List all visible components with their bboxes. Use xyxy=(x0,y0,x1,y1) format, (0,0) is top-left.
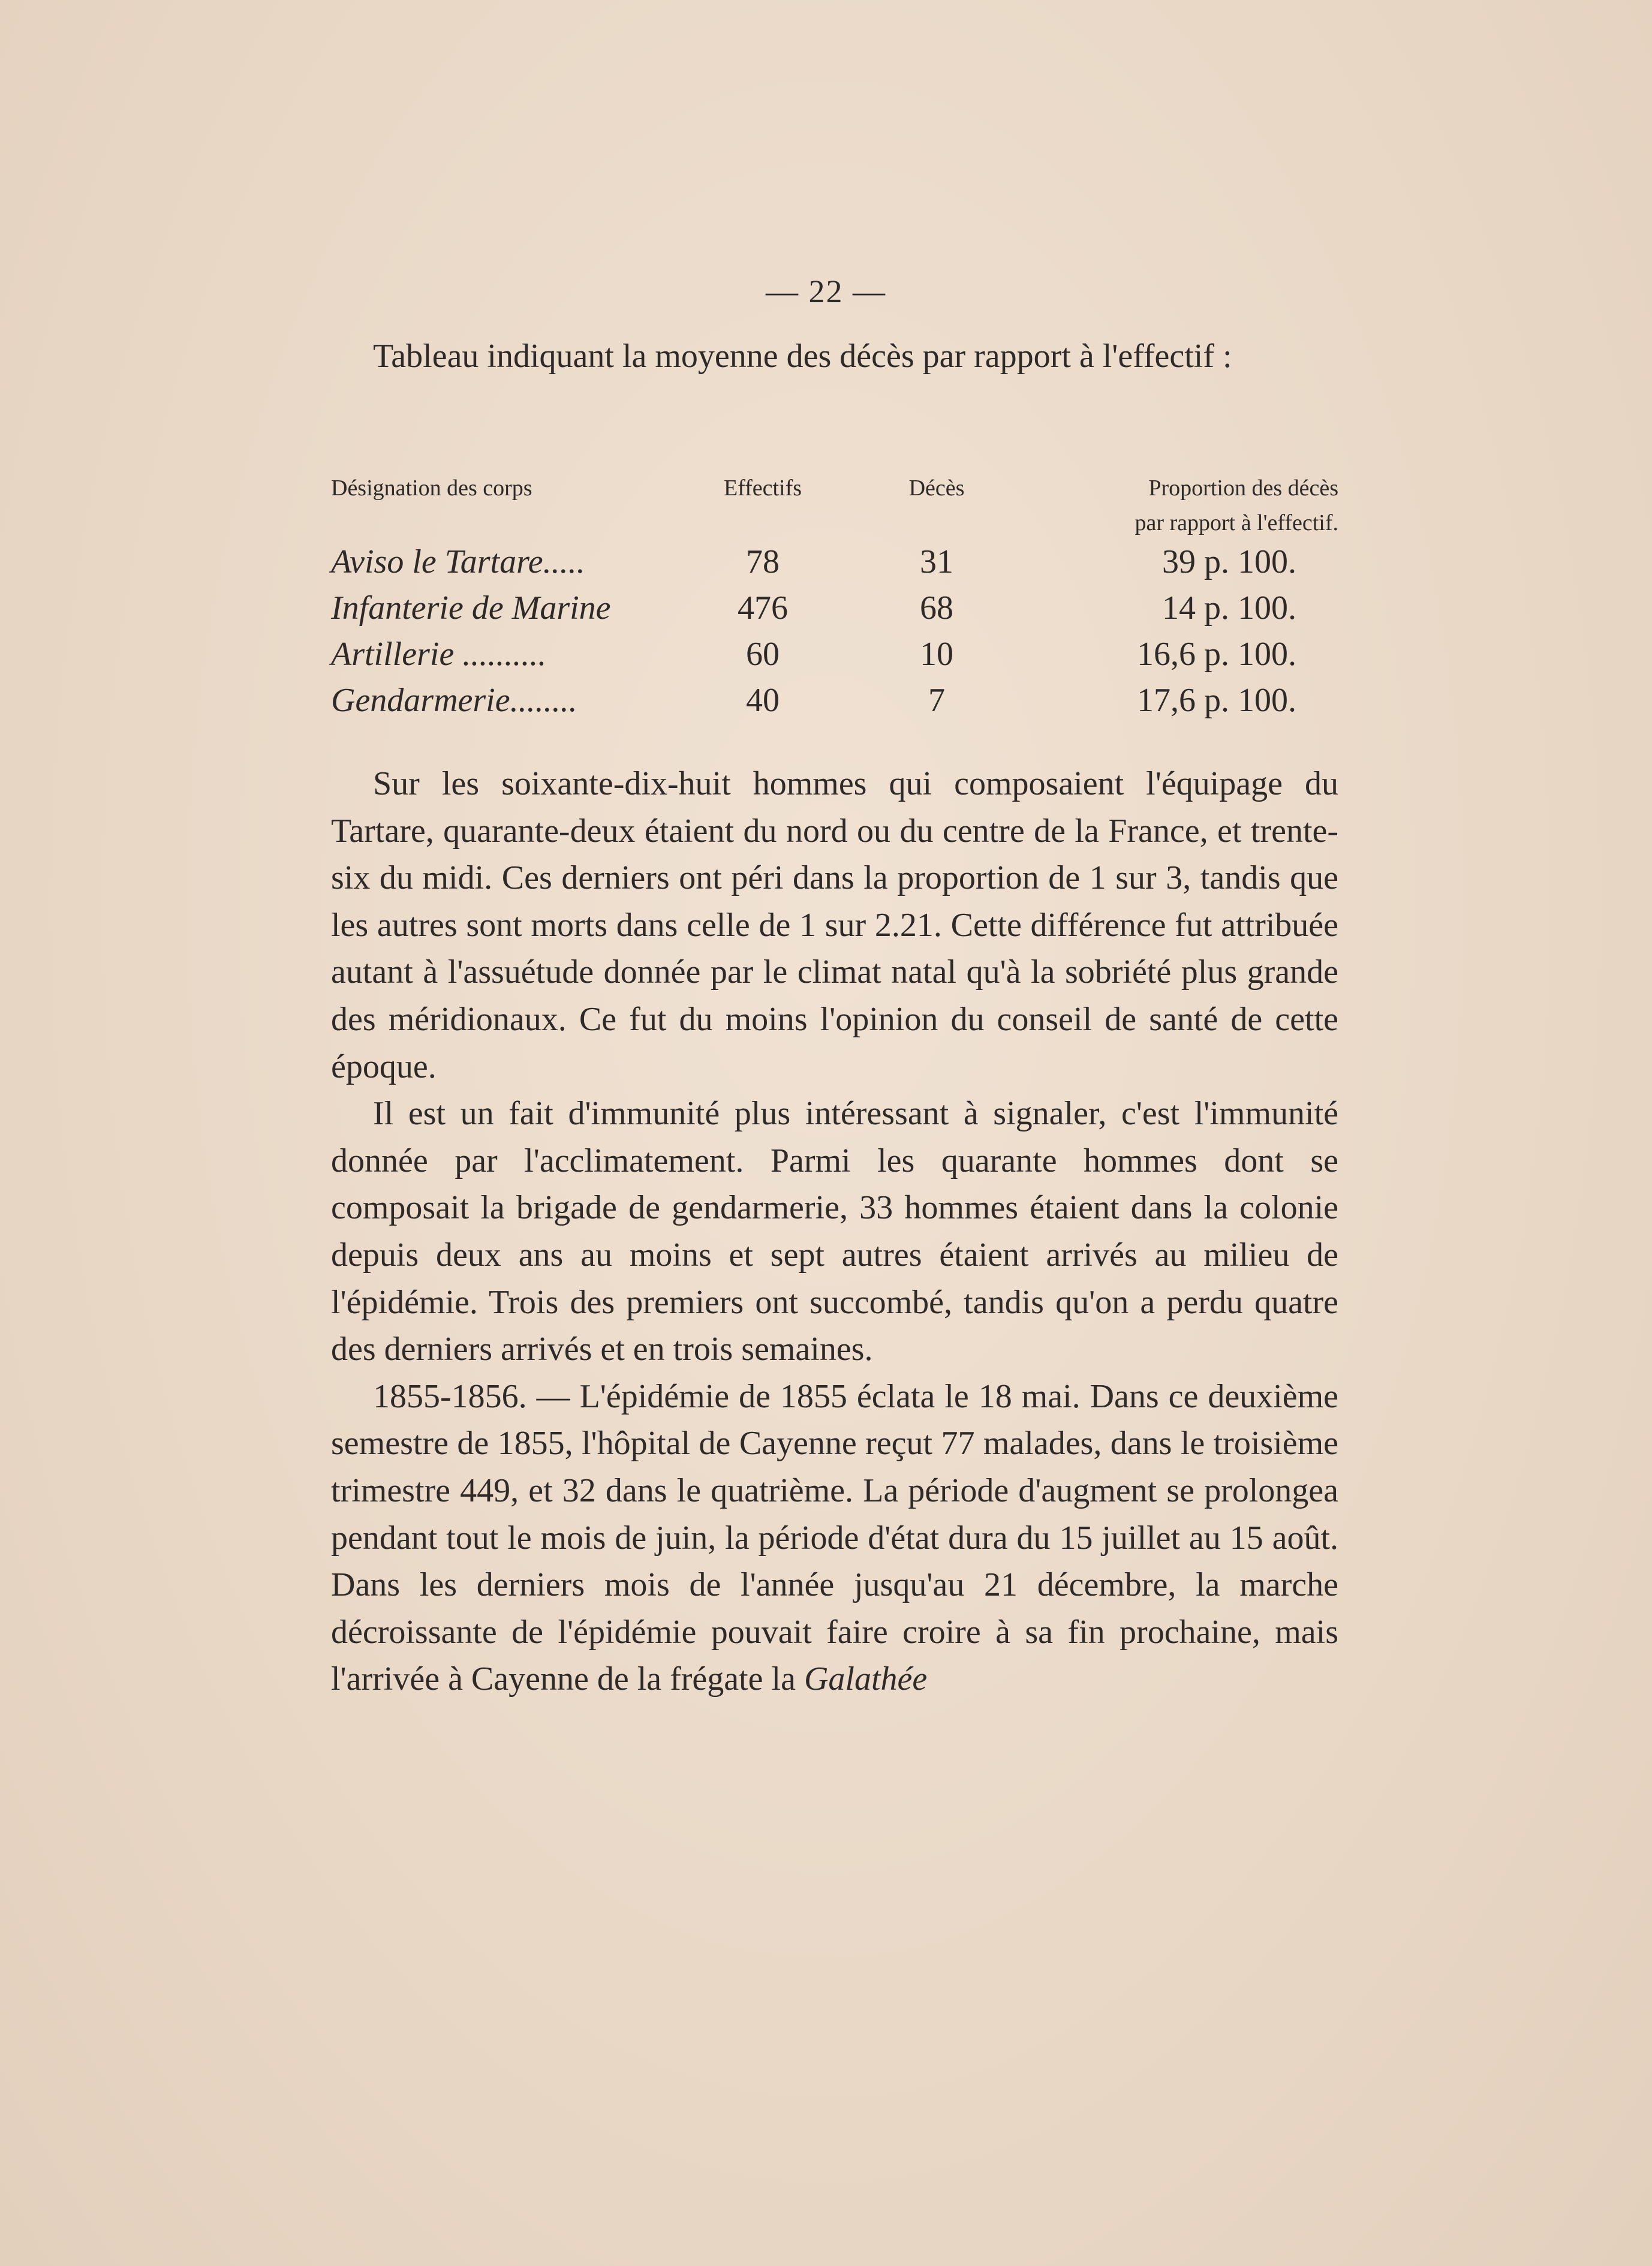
cell-designation: Infanterie de Marine xyxy=(331,589,611,627)
cell-deces: 10 xyxy=(920,636,953,673)
table-row xyxy=(331,681,1338,729)
cell-deces: 7 xyxy=(928,682,945,719)
ship-name: Galathée xyxy=(804,1660,928,1698)
header-designation: Désignation des corps xyxy=(331,476,532,501)
cell-proportion: 16,6 p. 100. xyxy=(1137,636,1296,673)
paragraph: Il est un fait d'immunité plus intéressant à signaler, c'est l'immunité donnée par l'acclimatement. Parmi les quarante hommes dont se composait la brigade de gendarmerie, 33 hommes étaient dans la colonie depuis deux ans au moins et sept autres étaient arrivés au milieu de l'épidémie. Trois des premiers ont succombé, tandis qu'on a perdu quatre des derniers arrivés et en trois semaines. xyxy=(331,1095,1338,1368)
table-row xyxy=(331,589,1338,637)
cell-designation: Artillerie .......... xyxy=(331,636,547,673)
table-intro xyxy=(331,333,1338,380)
header-effectifs: Effectifs xyxy=(723,476,802,501)
paragraph: Sur les soixante-dix-huit hommes qui composaient l'équipage du Tartare, quarante-deux étaient du nord ou du centre de la France, et trente-six du midi. Ces derniers ont péri dans la proportion de 1 sur 3, tandis que les autres sont morts dans celle de 1 sur 2.21. Cette différence fut attribuée autant à l'assuétude donnée par le climat natal qu'à la sobriété plus grande des méridionaux. Ce fut du moins l'opinion du conseil de santé de cette époque. xyxy=(331,765,1338,1085)
cell-designation: Gendarmerie........ xyxy=(331,682,577,719)
table-row xyxy=(331,635,1338,683)
header-proportion-line2: par rapport à l'effectif. xyxy=(1135,510,1338,535)
page-number: — 22 — xyxy=(766,273,886,309)
cell-designation: Aviso le Tartare..... xyxy=(331,543,585,580)
cell-proportion: 39 p. 100. xyxy=(1162,543,1296,580)
paragraph-text: 1855-1856. — L'épidémie de 1855 éclata le 18 mai. Dans ce deuxième semestre de 1855, l'hôpital de Cayenne reçut 77 malades, dans le troisième trimestre 449, et 32 dans le quatrième. La période d'augment se prolongea pendant tout le mois de juin, la période d'état dura du 15 juillet au 15 août. Dans les derniers mois de l'année jusqu'au 21 décembre, la marche décroissante de l'épidémie pouvait faire croire à sa fin prochaine, mais l'arrivée à Cayenne de la frégate la xyxy=(331,1377,1338,1698)
cell-effectifs: 476 xyxy=(738,589,788,627)
cell-effectifs: 40 xyxy=(746,682,780,719)
intro-text: Tableau indiquant la moyenne des décès par rapport à l'effectif : xyxy=(373,338,1232,375)
body-text xyxy=(331,760,1338,1703)
header-deces: Décès xyxy=(908,476,965,501)
cell-effectifs: 60 xyxy=(746,636,780,673)
table-row xyxy=(331,543,1338,591)
cell-effectifs: 78 xyxy=(746,543,780,580)
paragraph-last xyxy=(331,1373,1338,1703)
header-proportion-line1: Proportion des décès xyxy=(1148,476,1338,501)
cell-proportion: 14 p. 100. xyxy=(1162,589,1296,627)
cell-deces: 31 xyxy=(920,543,953,580)
cell-proportion: 17,6 p. 100. xyxy=(1137,682,1296,719)
cell-deces: 68 xyxy=(920,589,953,627)
